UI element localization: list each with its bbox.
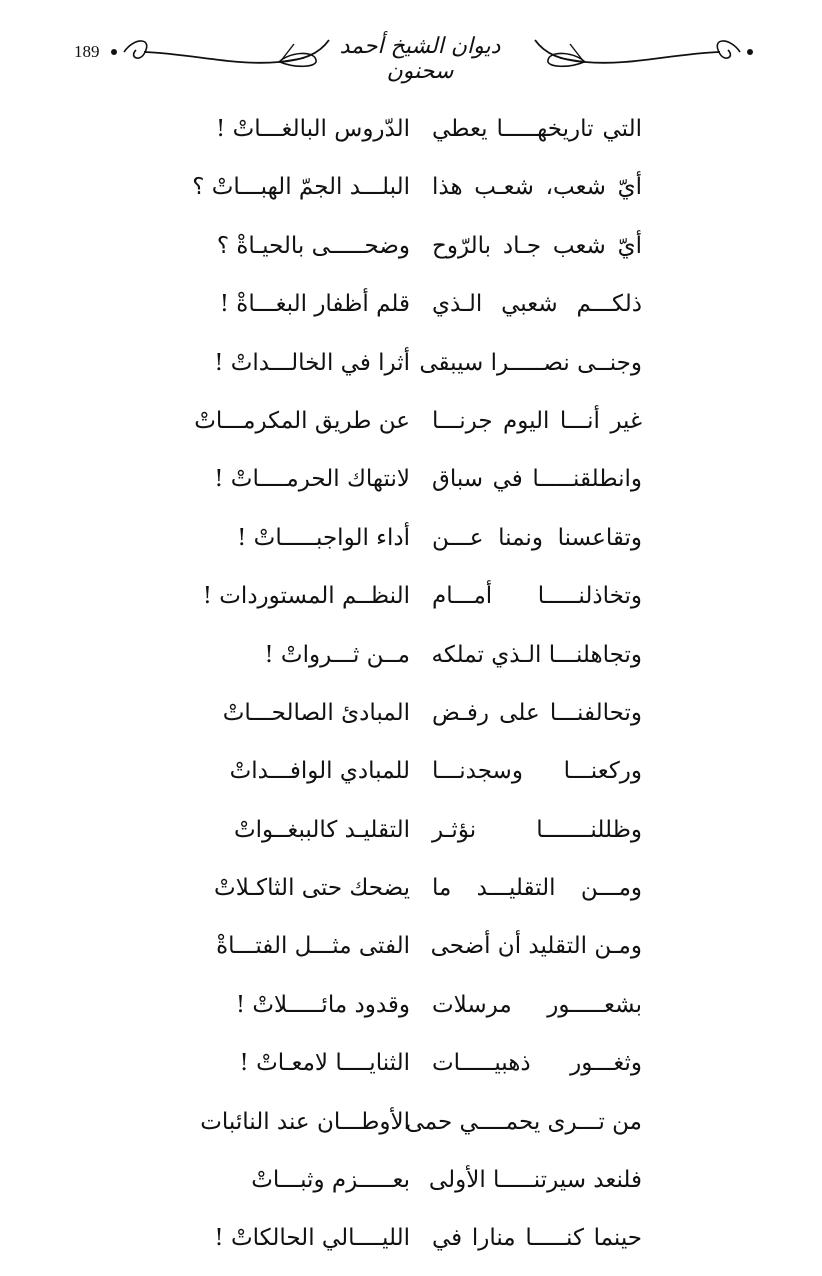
- right-ornament-icon: [530, 32, 760, 72]
- verse-first-hemistich: وثغـــور ذهبيـــــات: [432, 1050, 642, 1077]
- verse-first-hemistich: وتحالفنـــا على رفـض: [432, 699, 642, 726]
- verse-first-hemistich: وظللنـــــــا نؤثـر: [432, 816, 642, 843]
- verse-first-hemistich: حينما كنـــــا منارا في: [432, 1225, 642, 1252]
- verse-first-hemistich: أيّ شعب جـاد بالرّوح: [432, 232, 642, 259]
- verse-line: [140, 692, 670, 750]
- verse-first-hemistich: التي تاريخهـــــا يعطي: [432, 116, 642, 142]
- verse-second-hemistich: لانتهاك الحرمــــاتْ !: [214, 466, 410, 493]
- page-number: 189: [74, 42, 100, 61]
- verse-line: [140, 1159, 670, 1217]
- verse-first-hemistich: ومـــن التقليـــد ما: [432, 875, 642, 902]
- verse-first-hemistich: وجنــى نصـــــرا سيبقى: [419, 349, 642, 376]
- verse-second-hemistich: عن طريق المكرمـــاتْ: [194, 407, 410, 434]
- verse-line: [140, 984, 670, 1042]
- verse-second-hemistich: يضحك حتى الثاكـلاتْ: [214, 875, 410, 902]
- verse-line: [140, 1042, 670, 1100]
- verse-line: [140, 517, 670, 575]
- verse-first-hemistich: وتخاذلنـــــا أمـــام: [432, 583, 642, 610]
- verse-second-hemistich: الفتى مثـــل الفتـــاةْ: [216, 933, 410, 960]
- verse-second-hemistich: المبادئ الصالحـــاتْ: [222, 699, 410, 726]
- verse-second-hemistich: مــن ثـــرواتْ !: [264, 641, 410, 668]
- verse-line: [140, 750, 670, 808]
- verse-second-hemistich: أثرا في الخالـــداتْ !: [214, 349, 410, 376]
- verse-line: [140, 867, 670, 925]
- verse-first-hemistich: من تـــرى يحمــــي حمى: [405, 1108, 642, 1135]
- verse-first-hemistich: وانطلقنـــــا في سباق: [432, 466, 642, 493]
- verse-second-hemistich: الثنايــــا لامعـاتْ !: [239, 1050, 410, 1077]
- verse-first-hemistich: أيّ شعب، شعـب هذا: [432, 174, 642, 201]
- verse-line: [140, 809, 670, 867]
- verse-second-hemistich: للمبادي الوافـــداتْ: [229, 758, 410, 785]
- verse-first-hemistich: فلنعد سيرتنـــــا الأولى: [428, 1167, 642, 1194]
- verse-second-hemistich: قلم أظفار البغـــاةْ !: [219, 291, 410, 318]
- verse-first-hemistich: ومـن التقليد أن أضحى: [430, 933, 642, 960]
- verse-second-hemistich: التقليـد كالببغــواتْ: [234, 816, 410, 843]
- verse-second-hemistich: النظــم المستوردات !: [202, 583, 410, 610]
- verse-line: [140, 400, 670, 458]
- verse-second-hemistich: وضحـــــى بالحيـاةْ ؟: [216, 232, 410, 259]
- verse-line: [140, 283, 670, 341]
- verse-second-hemistich: وقدود مائـــــلاتْ !: [235, 991, 410, 1018]
- verse-second-hemistich: البلـــد الجمّ الهبـــاتْ ؟: [192, 174, 410, 201]
- verse-line: [140, 634, 670, 692]
- verse-second-hemistich: بعـــــزم وثبـــاتْ: [251, 1167, 410, 1194]
- verse-line: [140, 108, 670, 166]
- verse-line: [140, 925, 670, 983]
- verse-first-hemistich: غير أنـــا اليوم جرنـــا: [432, 407, 642, 434]
- verse-second-hemistich: أداء الواجبـــــاتْ !: [237, 524, 410, 551]
- left-ornament-icon: [104, 32, 334, 72]
- verse-line: [140, 225, 670, 283]
- verse-line: [140, 342, 670, 400]
- verse-second-hemistich: الأوطـــان عند النائبات: [200, 1108, 410, 1135]
- verse-first-hemistich: وركعنـــا وسجدنـــا: [432, 758, 642, 785]
- page-header: [60, 22, 760, 82]
- verse-first-hemistich: وتقاعسنا ونمنا عـــن: [432, 524, 642, 551]
- verse-second-hemistich: الليــــالي الحالكاتْ !: [214, 1225, 410, 1252]
- verse-first-hemistich: وتجاهلنـــا الـذي تملكه: [431, 641, 642, 668]
- verse-line: [140, 575, 670, 633]
- verse-first-hemistich: ذلكـــم شعبي الـذي: [432, 291, 642, 318]
- verse-first-hemistich: بشعـــــور مرسلات: [432, 991, 642, 1018]
- verse-line: [140, 1101, 670, 1159]
- poem-body: [140, 108, 670, 1276]
- book-title: ديوان الشيخ أحمد سحنون: [339, 34, 501, 84]
- verse-line: [140, 1217, 670, 1275]
- verse-line: [140, 166, 670, 224]
- verse-second-hemistich: الدّروس البالغـــاتْ !: [216, 116, 410, 142]
- verse-line: [140, 458, 670, 516]
